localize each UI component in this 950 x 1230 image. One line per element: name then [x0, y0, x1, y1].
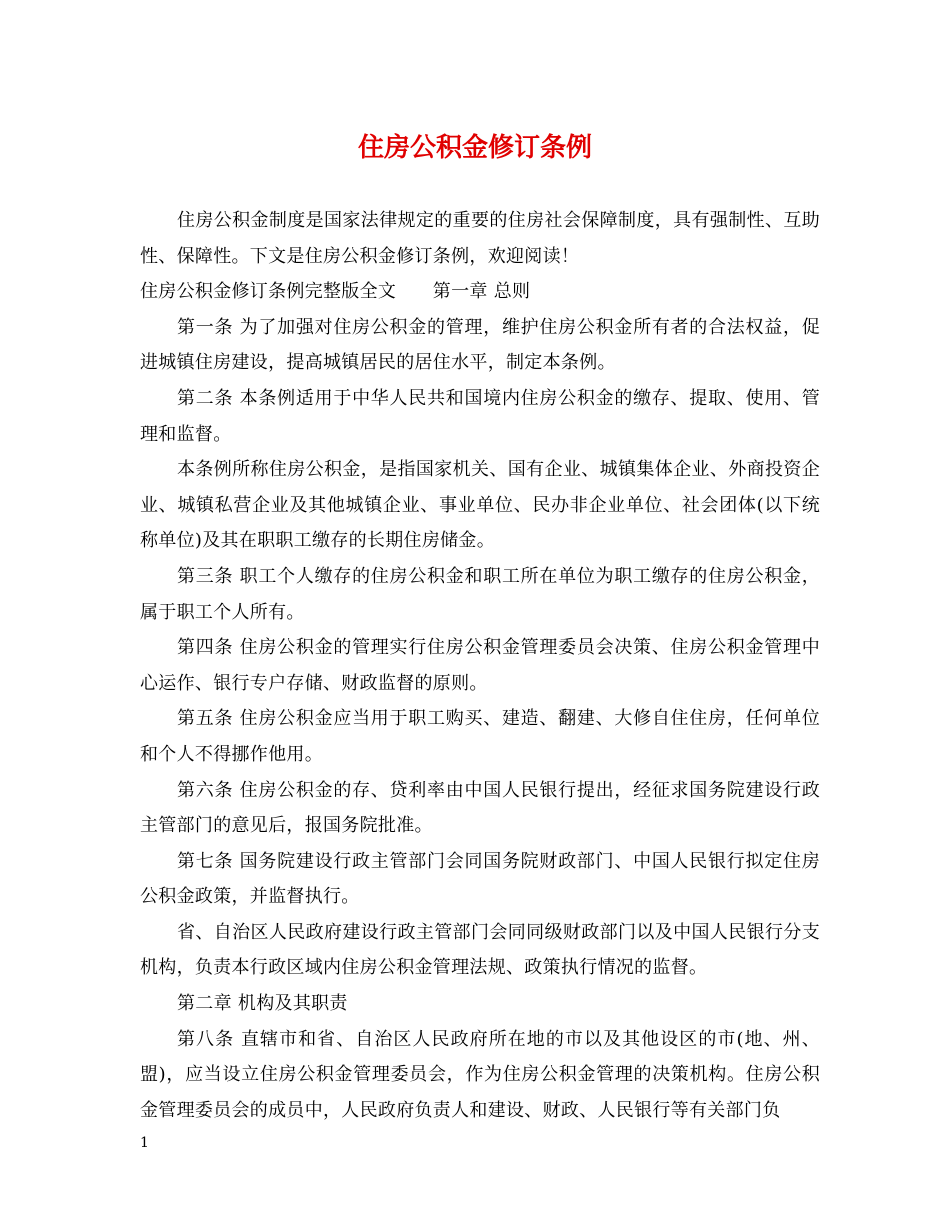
paragraph-article-4: 第四条 住房公积金的管理实行住房公积金管理委员会决策、住房公积金管理中心运作、银行专户存储、财政监督的原则。: [140, 637, 820, 694]
paragraph-article-7-provincial: 省、自治区人民政府建设行政主管部门会同同级财政部门以及中国人民银行分支机构，负责本行政区域内住房公积金管理法规、政策执行情况的监督。: [140, 921, 820, 979]
paragraph-article-1: 第一条 为了加强对住房公积金的管理，维护住房公积金所有者的合法权益，促进城镇住房建设，提高城镇居民的居住水平，制定本条例。: [140, 316, 820, 374]
paragraph-article-2-definition: 本条例所称住房公积金，是指国家机关、国有企业、城镇集体企业、外商投资企业、城镇私营企业及其他城镇企业、事业单位、民办非企业单位、社会团体(以下统称单位)及其在职职工缴存的长期住房储金。: [140, 459, 820, 552]
page-number: 1: [140, 1135, 149, 1151]
chapter-2-heading: 第二章 机构及其职责: [177, 993, 348, 1015]
document-body: [140, 203, 820, 1128]
paragraph-intro: 住房公积金制度是国家法律规定的重要的住房社会保障制度，具有强制性、互助性、保障性。下文是住房公积金修订条例，欢迎阅读！: [140, 210, 820, 267]
paragraph-article-3: 第三条 职工个人缴存的住房公积金和职工所在单位为职工缴存的住房公积金，属于职工个人所有。: [140, 565, 820, 623]
paragraph-article-5: 第五条 住房公积金应当用于职工购买、建造、翻建、大修自住住房，任何单位和个人不得挪作他用。: [140, 708, 820, 765]
paragraph-article-7: 第七条 国务院建设行政主管部门会同国务院财政部门、中国人民银行拟定住房公积金政策，并监督执行。: [140, 850, 820, 908]
paragraph-article-8: 第八条 直辖市和省、自治区人民政府所在地的市以及其他设区的市(地、州、盟)，应当设立住房公积金管理委员会，作为住房公积金管理的决策机构。住房公积金管理委员会的成员中，人民政府负责人和建设、财政、人民银行等有关部门负: [140, 1028, 820, 1121]
paragraph-fulltext-heading: 住房公积金修订条例完整版全文 第一章 总则: [140, 281, 531, 303]
document-title: 住房公积金修订条例: [357, 133, 592, 163]
paragraph-article-2: 第二条 本条例适用于中华人民共和国境内住房公积金的缴存、提取、使用、管理和监督。: [140, 387, 820, 445]
paragraph-article-6: 第六条 住房公积金的存、贷利率由中国人民银行提出，经征求国务院建设行政主管部门的意见后，报国务院批准。: [140, 779, 820, 837]
